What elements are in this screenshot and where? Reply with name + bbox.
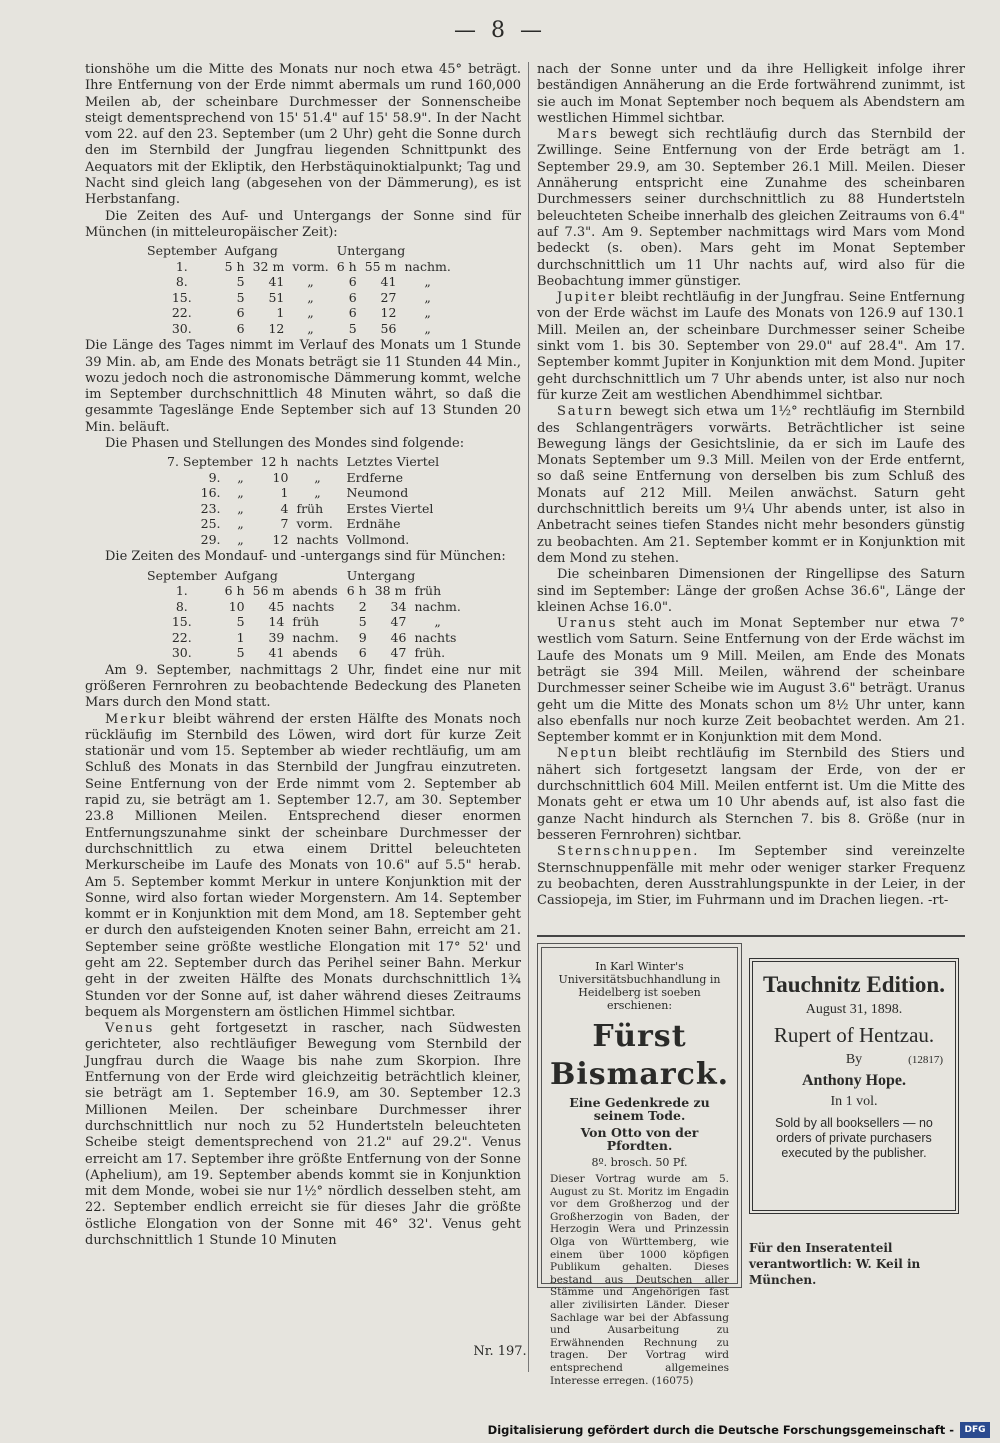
cell: Erdnähe xyxy=(346,516,401,532)
table-row xyxy=(163,485,443,501)
paragraph xyxy=(537,127,965,290)
cell: 47 xyxy=(390,614,407,630)
paragraph-text: bleibt während der ersten Hälfte des Monats noch rückläufig im Sternbild des Löwen, wird dort für kurze Zeit stationär und vom 15. September ab wieder rechtläufig, um am Schluß des Monats in das Sternbild der Jungfrau einzutreten. Seine Entfernung von der Erde nimmt vom 2. September ab rapid zu, sie beträgt am 1. September 12.7, am 30. September 23.8 Millionen Meilen. Entsprechend dieser enormen Entfernungszunahme sinkt der scheinbare Durchmesser der durchschnittlich zu etwa einem Drittel beleuchteten Merkurscheibe im Laufe des Monats von 10.6" auf 5.5" herab. Am 5. September kommt Merkur in untere Konjunktion mit der Sonne, wird also fortan wieder Morgenstern. Am 14. September kommt er in Konjunktion mit dem Mond, am 18. September geht er durch den aufsteigenden Knoten seiner Bahn, erreicht am 21. September seine größte westliche Elongation mit 17° 52' und geht am 22. September durch das Perihel seiner Bahn. Merkur geht in der zweiten Hälfte des Monats durchschnittlich 1¾ Stunden vor der Sonne auf, ist daher während dieses Zeitraums bequem als Morgenstern am östlichen Himmel sichtbar. xyxy=(85,711,521,1020)
paragraph xyxy=(85,1021,521,1249)
cell: 14 xyxy=(268,614,285,630)
credit-text: Digitalisierung gefördert durch die Deutsche Forschungsgemeinschaft - xyxy=(487,1423,954,1437)
table-row xyxy=(163,516,443,532)
paragraph: Die Phasen und Stellungen des Mondes sind folgende: xyxy=(105,436,465,452)
paragraph: nach der Sonne unter und da ihre Helligkeit infolge ihrer beständigen Annäherung an die Erde fortwährend zunimmt, ist sie auch im Monat September noch bequem als Abendstern am westlichen Himmel sichtbar. xyxy=(537,62,965,126)
cell: nachts xyxy=(296,531,339,547)
ad-date: August 31, 1898. xyxy=(805,1002,903,1017)
cell: abends xyxy=(292,583,338,599)
cell: 5 xyxy=(236,645,245,661)
digitization-credit xyxy=(0,1420,1000,1443)
ad-volume: In 1 vol. xyxy=(830,1094,878,1109)
cell: 38 m xyxy=(374,583,407,599)
ad-book-title: Rupert of Hentzau. xyxy=(773,1023,935,1047)
cell: 5 xyxy=(236,289,245,305)
cell: 15. xyxy=(171,614,192,630)
cell: 1 xyxy=(280,485,289,501)
ad-subtitle: Eine Gedenkrede zu seinem Tode. xyxy=(569,1095,710,1123)
cell: 1. xyxy=(175,583,188,599)
col-header: Aufgang xyxy=(224,243,278,259)
cell: 34 xyxy=(390,598,407,614)
ad-publisher-line: In Karl Winter's Universitätsbuchhandlung in Heidelberg ist soeben erschienen: xyxy=(558,960,721,1012)
cell: „ xyxy=(307,289,314,305)
cell: 10 xyxy=(228,598,245,614)
cell: 12 h xyxy=(260,454,289,470)
table-header xyxy=(143,243,455,259)
table-row xyxy=(143,614,465,630)
paragraph: Die scheinbaren Dimensionen der Ringellipse des Saturn sind im September: Länge der großen Achse 36.6", Länge der kleinen Achse 16.0". xyxy=(537,567,965,615)
cell: vorm. xyxy=(292,258,329,274)
cell: 56 xyxy=(380,320,397,336)
cell: nachm. xyxy=(292,629,339,645)
cell: „ xyxy=(314,485,321,501)
table-row xyxy=(143,274,455,290)
cell: 27 xyxy=(380,289,397,305)
cell: vorm. xyxy=(296,516,333,532)
cell: abends xyxy=(292,645,338,661)
ad-by-line xyxy=(759,1050,949,1070)
cell: 5 h xyxy=(224,258,245,274)
cell: „ xyxy=(237,500,244,516)
cell: 9. xyxy=(208,469,221,485)
paragraph: Am 9. September, nachmittags 2 Uhr, findet eine nur mit größeren Fernrohren zu beobachtende Bedeckung des Planeten Mars durch den Mond statt. xyxy=(85,662,521,711)
cell: 51 xyxy=(268,289,285,305)
table-header xyxy=(143,568,465,584)
cell: 6 h xyxy=(224,583,245,599)
paragraph: Die Zeiten des Mondauf- und -untergangs sind für München: xyxy=(105,549,506,565)
cell: 6 xyxy=(348,274,357,290)
paragraph-text: bleibt rechtläufig in der Jungfrau. Seine Entfernung von der Erde wächst im Laufe des Monats von 126.9 auf 130.1 Mill. Meilen an, der scheinbare Durchmesser seiner Scheibe sinkt vom 1. bis 30. September von 29.0" auf 28.4". Am 17. September kommt Jupiter in Konjunktion mit dem Mond. Jupiter geht durchschnittlich um 7 Uhr abends unter, ist also nur noch für kurze Zeit am westlichen Abendhimmel sichtbar. xyxy=(537,290,965,403)
cell: 6 h xyxy=(336,258,357,274)
cell: früh xyxy=(296,500,324,516)
cell: 6 xyxy=(348,289,357,305)
cell: 8. xyxy=(175,274,188,290)
cell: nachm. xyxy=(414,598,461,614)
ad-author: Anthony Hope. xyxy=(801,1072,907,1089)
paragraph xyxy=(537,290,965,404)
cell: 30. xyxy=(171,320,192,336)
cell: 12 xyxy=(380,305,397,321)
cell: früh xyxy=(292,614,320,630)
ad-body-text: Dieser Vortrag wurde am 5. August zu St. Moritz im Engadin vor dem Großherzog und der Großherzogin von Baden, der Herzogin Wera und Prinzessin Olga von Württemberg, wie einem über 1000 köpfigen Publikum gehalten. Dieses bestand aus Deutschen aller Stämme und Angehörigen fast aller zivilisirten Länder. Dieser Sachlage war bei der Abfassung und Ausarbeitung zu Erwähnenden Rechnung zu tragen. Der Vortrag wird entsprechend allgemeines Interesse erregen. xyxy=(550,1173,729,1387)
cell: „ xyxy=(307,274,314,290)
cell: „ xyxy=(424,320,431,336)
cell: früh xyxy=(414,583,442,599)
issue-number: Nr. 197. xyxy=(473,1344,527,1359)
column-divider xyxy=(528,62,529,1372)
cell: „ xyxy=(424,305,431,321)
cell: 22. xyxy=(171,629,192,645)
cell: „ xyxy=(237,485,244,501)
cell: „ xyxy=(237,531,244,547)
table-row xyxy=(143,290,455,306)
planet-name: Mars xyxy=(557,127,599,143)
cell: 41 xyxy=(268,274,285,290)
cell: 55 m xyxy=(364,258,397,274)
cell: früh. xyxy=(414,645,446,661)
cell: 6 h xyxy=(346,583,367,599)
paragraph-text: geht fortgesetzt in rascher, nach Südwesten gerichteter, also rechtläufiger Bewegung vom Sternbild der Jungfrau durch die Waage bis nahe zum Skorpion. Ihre Entfernung von der Erde wird gleichzeitig beträchtlich kleiner, sie beträgt am 1. September 16.9, am 30. September 12.3 Millionen Meilen. Der scheinbare Durchmesser ihrer durchschnittlich nur noch zu 52 Hundertsteln beleuchteten Scheibe steigt dementsprechend von 21.2" auf 29.2". Venus erreicht am 17. September ihre größte Entfernung von der Sonne (Aphelium), am 19. September abends kommt sie in Konjunktion mit dem Monde, wobei sie nur 1½° nördlich desselben steht, am 22. September endlich erreicht sie für dieses Jahr die größte östliche Elongation von der Sonne mit 46° 32'. Venus geht durchschnittlich 1 Stunde 10 Minuten xyxy=(85,1021,521,1249)
table-row xyxy=(143,305,455,321)
planet-name: Merkur xyxy=(105,711,167,727)
advertisement-bismarck xyxy=(537,943,742,1387)
ad-title: Fürst Bismarck. xyxy=(550,1019,730,1092)
table-row xyxy=(143,645,465,661)
advertisement-tauchnitz xyxy=(749,958,959,1214)
paragraph-text: Im September sind vereinzelte Sternschnuppenfälle mit mehr oder weniger starker Frequenz zu beobachten, deren Ausstrahlungspunkte in der Leier, in der Cassiopeja, im Stier, im Fuhrmann und im Drachen liegen. -rt- xyxy=(537,844,965,909)
right-column xyxy=(537,62,965,909)
ad-title: Tauchnitz Edition. xyxy=(763,972,945,997)
cell: 5 xyxy=(236,274,245,290)
ad-ref: (16075) xyxy=(651,1374,694,1387)
table-row xyxy=(143,321,455,337)
planet-name: Neptun xyxy=(557,746,619,762)
col-header: Untergang xyxy=(336,243,406,259)
paragraph-text: steht auch im Monat September nur etwa 7° westlich vom Saturn. Seine Entfernung von der Erde wächst im Laufe des Monats um 9 Mill. Meilen, am Ende des Monats beträgt sie 394 Mill. Meilen, während der scheinbare Durchmesser seiner Scheibe wie im August 3.6" beträgt. Uranus geht um die Mitte des Monats schon um 8½ Uhr unter, kann also ebenfalls nur noch kurze Zeit beobachtet werden. Am 21. September kommt er in Konjunktion mit dem Mond. xyxy=(537,616,965,746)
table-row xyxy=(143,599,465,615)
col-header: Aufgang xyxy=(224,567,278,583)
cell: 16. xyxy=(200,485,221,501)
advertising-responsible: Für den Inseratenteil verantwortlich: W. Keil in München. xyxy=(749,1241,921,1287)
cell: „ xyxy=(424,289,431,305)
ad-note: Sold by all booksellers — no orders of private purchasers executed by the publisher. xyxy=(775,1116,933,1160)
cell: 10 xyxy=(272,469,289,485)
paragraph xyxy=(537,844,965,909)
dfg-logo-icon: DFG xyxy=(960,1422,990,1438)
cell: 6 xyxy=(358,645,367,661)
col-header: September xyxy=(147,567,217,583)
ad-author: Von Otto von der Pfordten. xyxy=(580,1125,699,1153)
cell: Letztes Viertel xyxy=(346,454,440,470)
cell: 5 xyxy=(358,614,367,630)
cell: 47 xyxy=(390,645,407,661)
table-row xyxy=(163,470,443,486)
paragraph xyxy=(537,404,965,567)
cell: 4 xyxy=(280,500,289,516)
left-column xyxy=(85,62,521,1249)
paragraph xyxy=(537,746,965,844)
cell: 1 xyxy=(236,629,245,645)
paragraph xyxy=(537,616,965,746)
cell: 9 xyxy=(358,629,367,645)
cell: 56 m xyxy=(252,583,285,599)
paragraph: Die Länge des Tages nimmt im Verlauf des Monats um 1 Stunde 39 Min. ab, am Ende des Monats beträgt sie 11 Stunden 44 Min., wozu jedoch noch die astronomische Dämmerung kommt, welche im September durchschnittlich 48 Minuten währt, so daß die gesammte Tageslänge Ende September sich auf 13 Stunden 20 Min. beläuft. xyxy=(85,338,521,435)
cell: 15. xyxy=(171,289,192,305)
cell: 2 xyxy=(358,598,367,614)
section-rule xyxy=(537,935,965,937)
paragraph-text: bleibt rechtläufig im Sternbild des Stiers und nähert sich fortgesetzt langsam der Erde, von der er durchschnittlich 604 Mill. Meilen entfernt ist. Um die Mitte des Monats geht er etwa um 10 Uhr abends auf, ist also fast die ganze Nacht hindurch als Sternchen 7. bis 8. Größe (nur in besseren Fernrohren) sichtbar. xyxy=(537,746,965,843)
cell: 12 xyxy=(272,531,289,547)
cell: 12 xyxy=(268,320,285,336)
table-row xyxy=(143,583,465,599)
col-header: Untergang xyxy=(346,567,416,583)
planet-name: Uranus xyxy=(557,616,618,632)
moon-phases-table xyxy=(163,454,443,547)
table-row xyxy=(143,630,465,646)
cell: „ xyxy=(237,469,244,485)
cell: 22. xyxy=(171,305,192,321)
cell: 32 m xyxy=(252,258,285,274)
cell: nachts xyxy=(292,598,335,614)
planet-name: Jupiter xyxy=(557,290,617,306)
moonrise-table xyxy=(143,568,465,661)
cell: „ xyxy=(424,274,431,290)
ad-ref: (12817) xyxy=(908,1054,943,1066)
planet-name: Venus xyxy=(105,1021,155,1037)
table-row xyxy=(143,259,455,275)
cell: 45 xyxy=(268,598,285,614)
cell: Neumond xyxy=(346,485,409,501)
paragraph: tionshöhe um die Mitte des Monats nur noch etwa 45° beträgt. Ihre Entfernung von der Erde nimmt abermals um rund 160,000 Meilen ab, der scheinbare Durchmesser der Sonnenscheibe steigt dementsprechend von 15' 51.4" auf 15' 58.9". In der Nacht vom 22. auf den 23. September (um 2 Uhr) geht die Sonne durch den im Sternbild der Jungfrau liegenden Schnittpunkt des Aequators mit der Ekliptik, den Herbstäquinoktialpunkt; Tag und Nacht sind gleich lang (abgesehen von der Dämmerung), es ist Herbstanfang. xyxy=(85,62,521,208)
cell: 30. xyxy=(171,645,192,661)
cell: 46 xyxy=(390,629,407,645)
cell: Vollmond. xyxy=(346,531,410,547)
sun-times-table xyxy=(143,243,455,336)
ad-price: 8º. brosch. 50 Pf. xyxy=(591,1156,688,1169)
section-lead: Sternschnuppen. xyxy=(557,844,700,860)
cell: nachm. xyxy=(404,258,451,274)
cell: „ xyxy=(307,305,314,321)
paragraph: Die Zeiten des Auf- und Untergangs der Sonne sind für München (in mitteleuropäischer Zeit): xyxy=(85,208,521,240)
cell: 6 xyxy=(236,320,245,336)
cell: 7. September xyxy=(167,454,253,470)
page-number: — 8 — xyxy=(454,18,546,43)
cell: „ xyxy=(307,320,314,336)
table-row xyxy=(163,532,443,548)
paragraph xyxy=(85,712,521,1022)
cell: „ xyxy=(434,614,441,630)
cell: „ xyxy=(314,469,321,485)
cell: 23. xyxy=(200,500,221,516)
cell: 7 xyxy=(280,516,289,532)
cell: 5 xyxy=(236,614,245,630)
cell: 6 xyxy=(236,305,245,321)
cell: Erstes Viertel xyxy=(346,500,434,516)
cell: 41 xyxy=(380,274,397,290)
cell: 1 xyxy=(276,305,285,321)
cell: 29. xyxy=(200,531,221,547)
ad-by: By xyxy=(845,1052,863,1067)
cell: 8. xyxy=(175,598,188,614)
col-header: September xyxy=(147,243,217,259)
cell: 39 xyxy=(268,629,285,645)
planet-name: Saturn xyxy=(557,404,614,420)
paragraph-text: bewegt sich rechtläufig durch das Sternbild der Zwillinge. Seine Entfernung von der Erde beträgt am 1. September 29.9, am 30. September 26.1 Mill. Meilen. Dieser Annäherung entspricht eine Zunahme des scheinbaren Durchmessers seiner durchschnittlich zu 88 Hundertsteln beleuchteten Scheibe innerhalb des gleichen Zeitraums von 6.4" auf 7.3". Am 9. September nachmittags wird Mars vom Mond bedeckt (s. oben). Mars geht im Monat September durchschnittlich um 11 Uhr nachts auf, wird also für die Beobachtung immer günstiger. xyxy=(537,127,965,289)
cell: 6 xyxy=(348,305,357,321)
cell: Erdferne xyxy=(346,469,404,485)
cell: nachts xyxy=(414,629,457,645)
cell: 1. xyxy=(175,258,188,274)
cell: „ xyxy=(237,516,244,532)
cell: 25. xyxy=(200,516,221,532)
table-row xyxy=(163,501,443,517)
table-row xyxy=(163,454,443,470)
cell: 41 xyxy=(268,645,285,661)
cell: nachts xyxy=(296,454,339,470)
cell: 5 xyxy=(348,320,357,336)
paragraph-text: bewegt sich etwa um 1½° rechtläufig im Sternbild des Schlangenträgers vorwärts. Beträchtlicher ist seine Bewegung längs der Gesichtslinie, da er sich im Laufe des Monats September um 9.3 Mill. Meilen von der Erde entfernt, so daß seine Entfernung von derselben bis zum Schluß des Monats auf 212 Mill. Meilen anwächst. Saturn geht durchschnittlich bereits um 9¼ Uhr abends unter, ist also in Anbetracht seines tiefen Standes nicht mehr besonders günstig zu beobachten. Am 21. September kommt er in Konjunktion mit dem Mond zu stehen. xyxy=(537,404,965,566)
